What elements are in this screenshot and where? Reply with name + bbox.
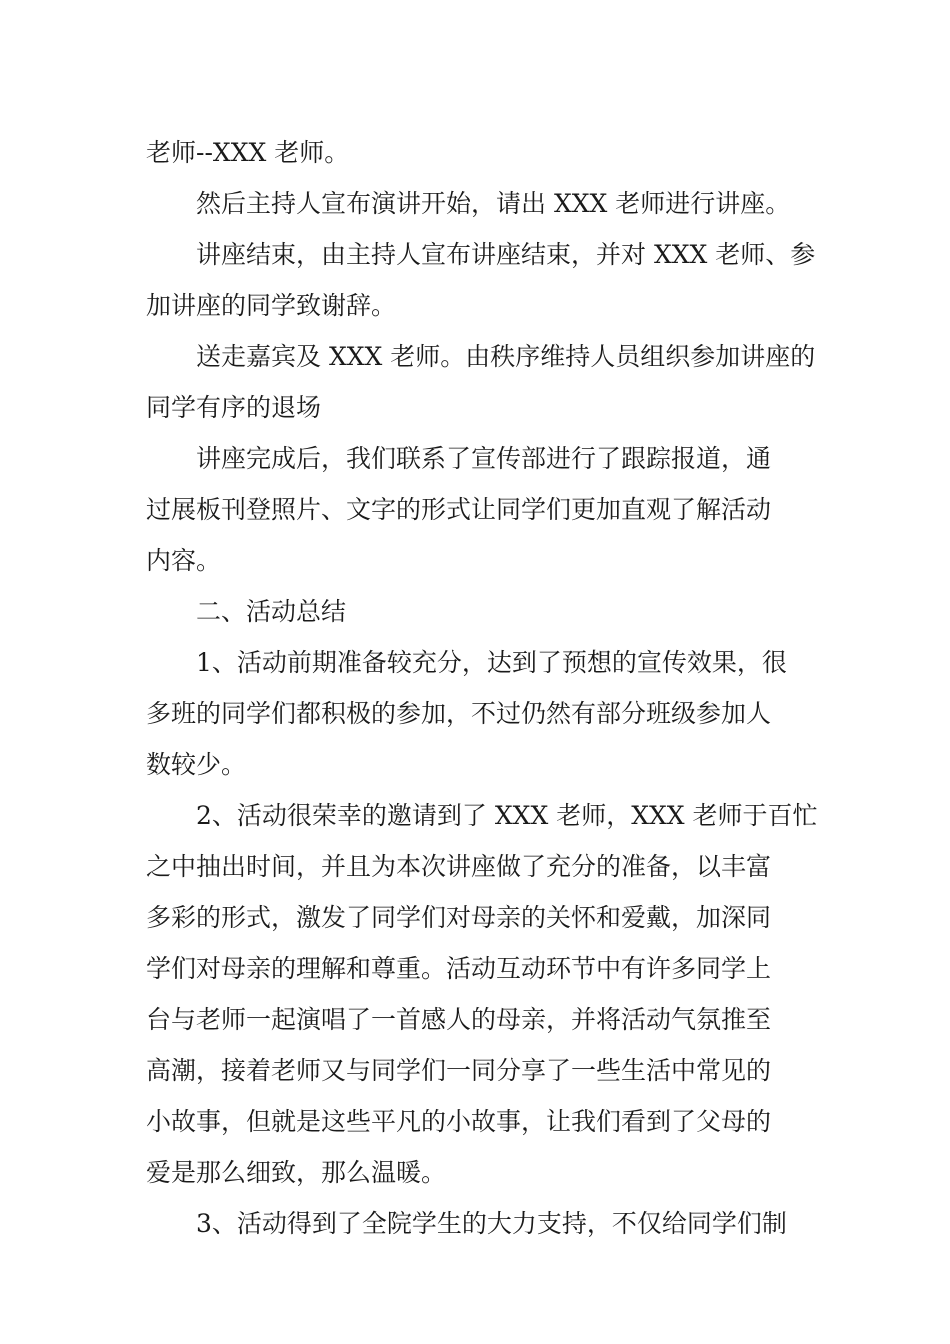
text-line: 之中抽出时间，并且为本次讲座做了充分的准备，以丰富 — [146, 852, 772, 881]
paragraph-start-line: 2、活动很荣幸的邀请到了 XXX 老师，XXX 老师于百忙 — [196, 801, 818, 830]
text-line: 过展板刊登照片、文字的形式让同学们更加直观了解活动 — [146, 495, 772, 524]
text-line: 台与老师一起演唱了一首感人的母亲，并将活动气氛推至 — [146, 1005, 772, 1034]
paragraph-start-line: 1、活动前期准备较充分，达到了预想的宣传效果，很 — [196, 648, 787, 677]
document-body — [146, 127, 818, 1249]
text-line: 加讲座的同学致谢辞。 — [146, 291, 397, 320]
text-line: 多班的同学们都积极的参加，不过仍然有部分班级参加人 — [146, 699, 772, 728]
text-line: 数较少。 — [146, 750, 247, 779]
text-line: 老师--XXX 老师。 — [146, 138, 350, 167]
text-line: 高潮，接着老师又与同学们一同分享了一些生活中常见的 — [146, 1056, 772, 1085]
text-line: 爱是那么细致，那么温暖。 — [146, 1158, 447, 1187]
paragraph-start-line: 然后主持人宣布演讲开始，请出 XXX 老师进行讲座。 — [196, 189, 791, 218]
text-line: 内容。 — [146, 546, 222, 575]
section-heading: 二、活动总结 — [196, 597, 347, 626]
text-line: 同学有序的退场 — [146, 393, 322, 422]
text-line: 多彩的形式，激发了同学们对母亲的关怀和爱戴，加深同 — [146, 903, 772, 932]
paragraph-start-line: 讲座结束，由主持人宣布讲座结束，并对 XXX 老师、参 — [196, 240, 816, 269]
text-line: 学们对母亲的理解和尊重。活动互动环节中有许多同学上 — [146, 954, 772, 983]
text-line: 小故事，但就是这些平凡的小故事，让我们看到了父母的 — [146, 1107, 772, 1136]
paragraph-start-line: 送走嘉宾及 XXX 老师。由秩序维持人员组织参加讲座的 — [196, 342, 816, 371]
paragraph-start-line: 3、活动得到了全院学生的大力支持，不仅给同学们制 — [196, 1209, 787, 1238]
paragraph-start-line: 讲座完成后，我们联系了宣传部进行了跟踪报道，通 — [196, 444, 772, 473]
